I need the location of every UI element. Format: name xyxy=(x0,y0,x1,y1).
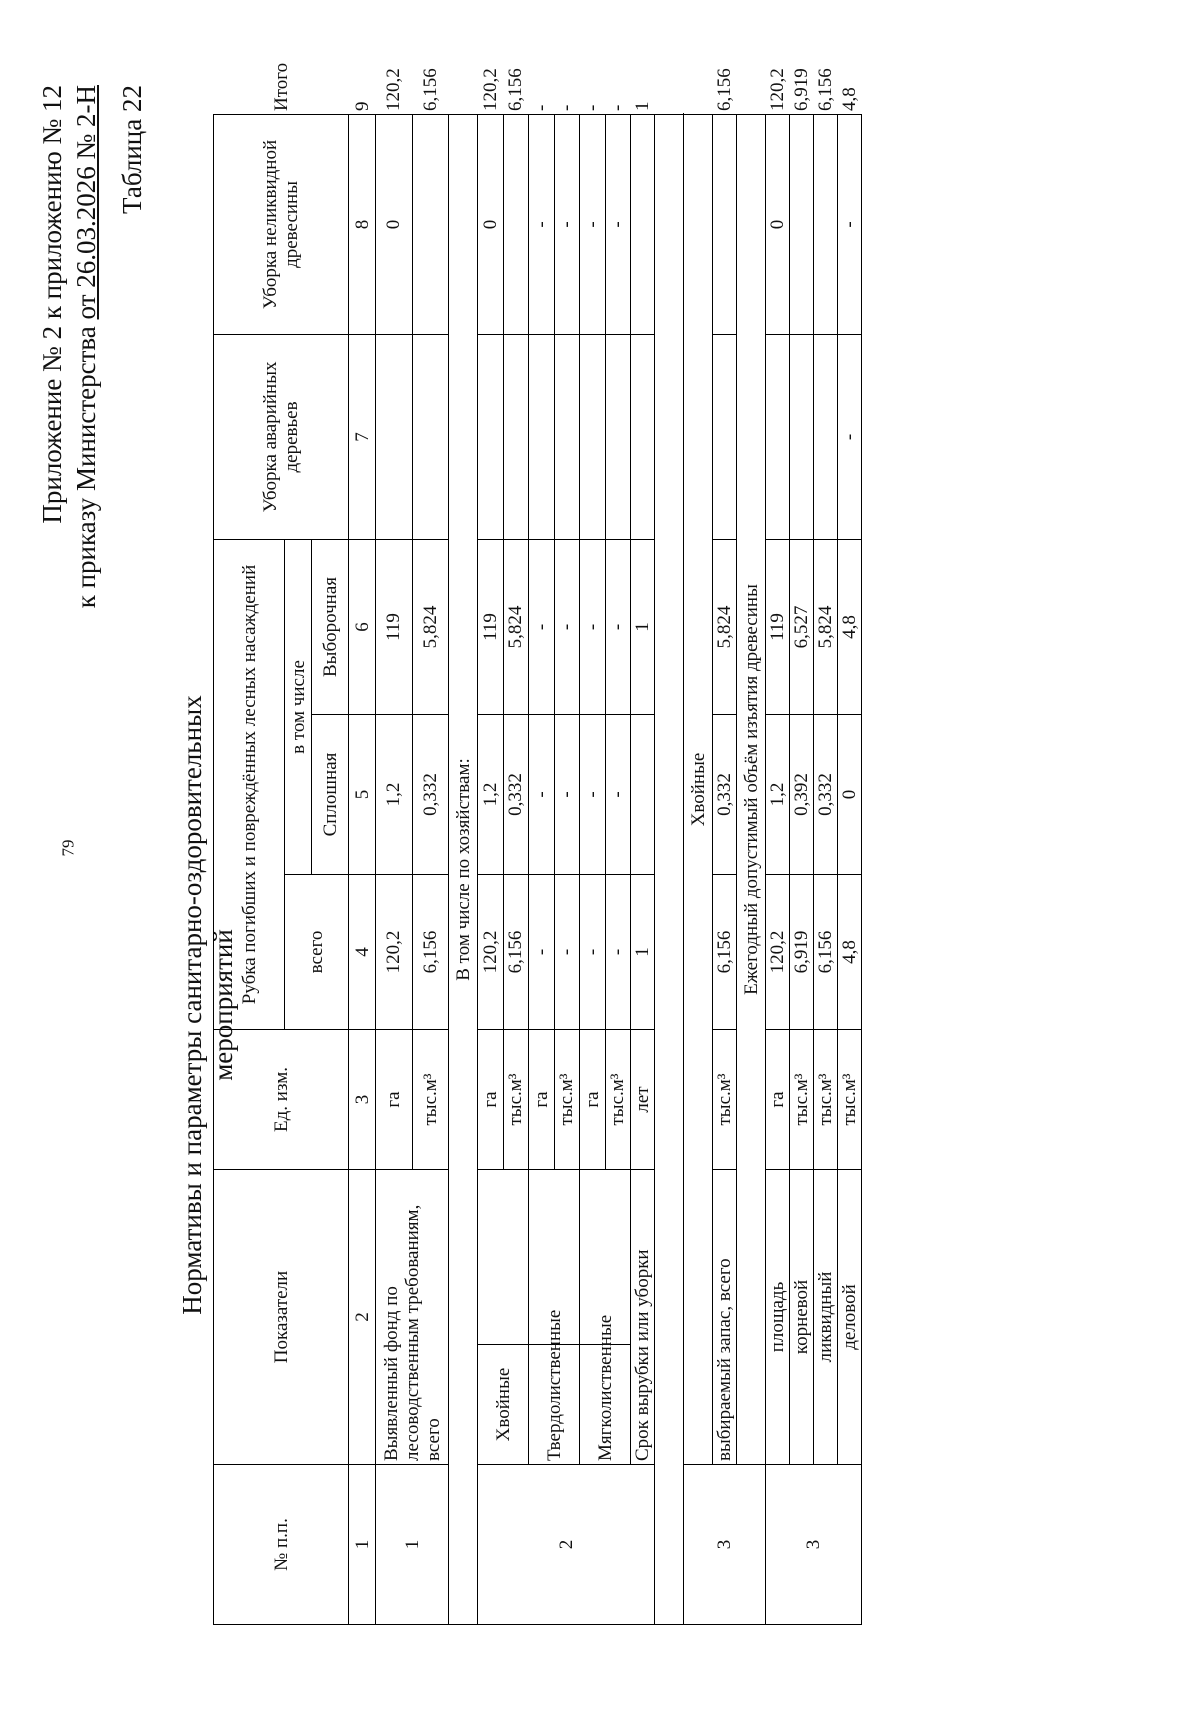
illiquid-cell xyxy=(412,114,449,334)
blank-cell xyxy=(655,114,684,1624)
table-title: Нормативы и параметры санитарно-оздоровительных мероприятий xyxy=(177,695,238,1315)
total-all-cell: 4,8 xyxy=(838,875,862,1030)
appendix-header xyxy=(35,85,103,785)
table-row: 3 площадь га 120,2 1,2 119 0 120,2 xyxy=(766,114,790,1624)
unit-cell: га xyxy=(529,1030,555,1170)
col-header-felling: Рубка погибших и повреждённых лесных насаждений xyxy=(214,539,285,1029)
selective-cell: 5,824 xyxy=(814,539,838,714)
section-row xyxy=(449,114,478,1624)
selective-cell: 5,824 xyxy=(412,539,449,714)
selective-cell: 5,824 xyxy=(503,539,529,714)
appendix-line-2 xyxy=(69,85,103,785)
table-row: тыс.м³ 6,156 0,332 5,824 6,156 xyxy=(412,114,449,1624)
emergency-cell xyxy=(766,334,790,539)
total-all-cell: - xyxy=(529,875,555,1030)
unit-cell: тыс.м³ xyxy=(814,1030,838,1170)
total-all-cell: 6,156 xyxy=(503,875,529,1030)
illiquid-cell xyxy=(814,114,838,334)
table-row: тыс.м³ 6,156 0,332 5,824 6,156 xyxy=(503,114,529,1624)
emergency-cell xyxy=(529,334,555,539)
unit-cell: тыс.м³ xyxy=(554,1030,580,1170)
appendix-order-prefix: к приказу Министерства xyxy=(71,326,101,609)
group-label: Твердолиственные xyxy=(529,1345,580,1465)
unit-cell: тыс.м³ xyxy=(503,1030,529,1170)
illiquid-cell: - xyxy=(529,114,555,334)
unit-cell: тыс.м³ xyxy=(713,1030,737,1170)
table-row: Мягколиственные га - - - - - xyxy=(580,114,606,1624)
emergency-cell xyxy=(814,334,838,539)
table-row: Твердолиственные га - - - - - xyxy=(529,114,555,1624)
illiquid-cell: - xyxy=(605,114,631,334)
clear-cell: 0 xyxy=(838,715,862,875)
table-row: тыс.м³ - - - - - xyxy=(554,114,580,1624)
illiquid-cell: 0 xyxy=(766,114,790,334)
column-numbers-row: 1 2 3 4 5 6 7 8 9 xyxy=(349,114,376,1624)
unit-cell: га xyxy=(766,1030,790,1170)
group-label: Хвойные xyxy=(478,1345,529,1465)
indicator-label: деловой xyxy=(838,1170,862,1465)
total-all-cell: 6,919 xyxy=(790,875,814,1030)
emergency-cell xyxy=(478,334,504,539)
clear-cell: 0,332 xyxy=(412,715,449,875)
column-number: 6 xyxy=(349,539,376,714)
indicator-label: выбираемый запас, всего xyxy=(713,1170,737,1465)
selective-cell: - xyxy=(580,539,606,714)
row-number: 3 xyxy=(766,1465,862,1625)
col-header-illiquid: Уборка неликвидной древесины xyxy=(214,114,349,334)
table-number: Таблица 22 xyxy=(117,85,147,214)
unit-cell: га xyxy=(376,1030,413,1170)
table-row: Срок вырубки или уборки лет 1 1 1 xyxy=(631,114,655,1624)
total-all-cell: 6,156 xyxy=(814,875,838,1030)
section-label: Ежегодный допустимый объём изъятия древесины xyxy=(737,114,766,1464)
unit-cell: га xyxy=(478,1030,504,1170)
illiquid-cell xyxy=(713,114,737,334)
unit-cell: тыс.м³ xyxy=(838,1030,862,1170)
column-number: 2 xyxy=(349,1170,376,1465)
total-all-cell: - xyxy=(580,875,606,1030)
indicator-label: корневой xyxy=(790,1170,814,1465)
unit-cell: тыс.м³ xyxy=(790,1030,814,1170)
total-all-cell: 6,156 xyxy=(412,875,449,1030)
table-row: деловой тыс.м³ 4,8 0 4,8 - - 4,8 xyxy=(838,114,862,1624)
indicator-label: Срок вырубки или уборки xyxy=(631,1170,655,1465)
section-row xyxy=(737,114,766,1624)
illiquid-cell xyxy=(503,114,529,334)
total-all-cell: 120,2 xyxy=(376,875,413,1030)
selective-cell: 5,824 xyxy=(713,539,737,714)
section-label: В том числе по хозяйствам: xyxy=(449,114,478,1624)
clear-cell: - xyxy=(605,715,631,875)
table-row: корневой тыс.м³ 6,919 0,392 6,527 6,919 xyxy=(790,114,814,1624)
column-number: 1 xyxy=(349,1465,376,1625)
clear-cell: - xyxy=(580,715,606,875)
indicator-label: Выявленный фонд по лесоводственным требованиям, всего xyxy=(376,1170,449,1465)
table-row: тыс.м³ - - - - - xyxy=(605,114,631,1624)
emergency-cell xyxy=(605,334,631,539)
total-all-cell: 120,2 xyxy=(478,875,504,1030)
illiquid-cell xyxy=(631,114,655,334)
group-spacer xyxy=(478,1170,529,1345)
col-header-including: в том числе xyxy=(285,539,312,874)
clear-cell: - xyxy=(554,715,580,875)
illiquid-cell: - xyxy=(580,114,606,334)
col-header-emergency: Уборка аварийных деревьев xyxy=(214,334,349,539)
section-label: Хвойные xyxy=(684,114,713,1464)
col-header-total-all: всего xyxy=(285,875,349,1030)
table-row: выбираемый запас, всего тыс.м³ 6,156 0,332 5,824 6,156 xyxy=(713,114,737,1624)
emergency-cell xyxy=(554,334,580,539)
emergency-cell xyxy=(412,334,449,539)
clear-cell xyxy=(631,715,655,875)
unit-cell: га xyxy=(580,1030,606,1170)
emergency-cell xyxy=(376,334,413,539)
total-all-cell: - xyxy=(554,875,580,1030)
illiquid-cell: - xyxy=(838,114,862,334)
norms-table: № п.п. Показатели Ед. изм. Рубка погибших и повреждённых лесных насаждений Уборка аварийных деревьев Уборка неликвидной древесины Итого всего в том числе Сплошная Выборочная 1 2 3 4 5 6 7 8 9 1 Выявленный фонд по лесоводственным требованиям, всего га 120,2 1,2 119 0 120,2 тыс.м³ 6,156 0,332 5,824 6,156 В том числе по хозяйствам: 2 Хвойные га 120,2 1,2 119 0 120,2 тыс.м³ 6,156 0,332 5,824 6,156 Твердолиственные га - - - - - тыс.м³ - - - - - Мягколиственные га - - - - - тыс.м³ - - - - - Срок вырубки или уборки лет 1 1 1 3 Хвойные выбираемый запас, всего тыс.м³ 6,156 0,332 5,824 6,156 Ежегодный допустимый объём изъятия древесины 3 площадь га 120,2 1,2 119 0 120,2 корневой тыс.м³ 6,919 0,392 6,527 6,919 ликвидный тыс.м³ 6,156 0,332 5,824 6,156 деловой тыс.м³ 4,8 0 4,8 - - 4,8 xyxy=(213,114,862,1625)
blank-row xyxy=(655,114,684,1624)
total-all-cell: 6,156 xyxy=(713,875,737,1030)
selective-cell: 119 xyxy=(766,539,790,714)
clear-cell: 1,2 xyxy=(376,715,413,875)
emergency-cell: - xyxy=(838,334,862,539)
selective-cell: 6,527 xyxy=(790,539,814,714)
column-number: 5 xyxy=(349,715,376,875)
emergency-cell xyxy=(503,334,529,539)
emergency-cell xyxy=(790,334,814,539)
clear-cell: 1,2 xyxy=(478,715,504,875)
appendix-line-1: Приложение № 2 к приложению № 12 xyxy=(37,85,67,524)
col-header-unit: Ед. изм. xyxy=(214,1030,349,1170)
col-header-no: № п.п. xyxy=(214,1465,349,1625)
selective-cell: - xyxy=(554,539,580,714)
col-header-selective: Выборочная xyxy=(312,539,349,714)
row-number: 2 xyxy=(478,1465,655,1625)
col-header-indicators: Показатели xyxy=(214,1170,349,1465)
row-number: 3 xyxy=(684,1465,766,1625)
rotated-sheet xyxy=(25,55,1175,1655)
appendix-order-date: от 26.03.2026 № 2-Н xyxy=(71,85,101,320)
column-number: 3 xyxy=(349,1030,376,1170)
total-all-cell: 1 xyxy=(631,875,655,1030)
clear-cell: - xyxy=(529,715,555,875)
table-row: 2 Хвойные га 120,2 1,2 119 0 120,2 xyxy=(478,114,504,1624)
selective-cell: 1 xyxy=(631,539,655,714)
illiquid-cell xyxy=(790,114,814,334)
emergency-cell xyxy=(713,334,737,539)
row-number: 1 xyxy=(376,1465,449,1625)
selective-cell: - xyxy=(529,539,555,714)
group-label: Мягколиственные xyxy=(580,1345,631,1465)
column-number: 7 xyxy=(349,334,376,539)
column-number: 8 xyxy=(349,114,376,334)
table-row: ликвидный тыс.м³ 6,156 0,332 5,824 6,156 xyxy=(814,114,838,1624)
column-number: 4 xyxy=(349,875,376,1030)
unit-cell: тыс.м³ xyxy=(605,1030,631,1170)
selective-cell: 4,8 xyxy=(838,539,862,714)
total-all-cell: - xyxy=(605,875,631,1030)
selective-cell: 119 xyxy=(376,539,413,714)
clear-cell: 0,332 xyxy=(713,715,737,875)
illiquid-cell: 0 xyxy=(478,114,504,334)
selective-cell: 119 xyxy=(478,539,504,714)
emergency-cell xyxy=(580,334,606,539)
clear-cell: 1,2 xyxy=(766,715,790,875)
total-all-cell: 120,2 xyxy=(766,875,790,1030)
clear-cell: 0,392 xyxy=(790,715,814,875)
clear-cell: 0,332 xyxy=(503,715,529,875)
col-header-clear: Сплошная xyxy=(312,715,349,875)
illiquid-cell: 0 xyxy=(376,114,413,334)
indicator-label: площадь xyxy=(766,1170,790,1465)
table-row: 1 Выявленный фонд по лесоводственным требованиям, всего га 120,2 1,2 119 0 120,2 xyxy=(376,114,413,1624)
selective-cell: - xyxy=(605,539,631,714)
indicator-label: ликвидный xyxy=(814,1170,838,1465)
illiquid-cell: - xyxy=(554,114,580,334)
clear-cell: 0,332 xyxy=(814,715,838,875)
emergency-cell xyxy=(631,334,655,539)
section-row xyxy=(684,114,713,1624)
unit-cell: лет xyxy=(631,1030,655,1170)
unit-cell: тыс.м³ xyxy=(412,1030,449,1170)
page-number: 79 xyxy=(58,839,78,857)
